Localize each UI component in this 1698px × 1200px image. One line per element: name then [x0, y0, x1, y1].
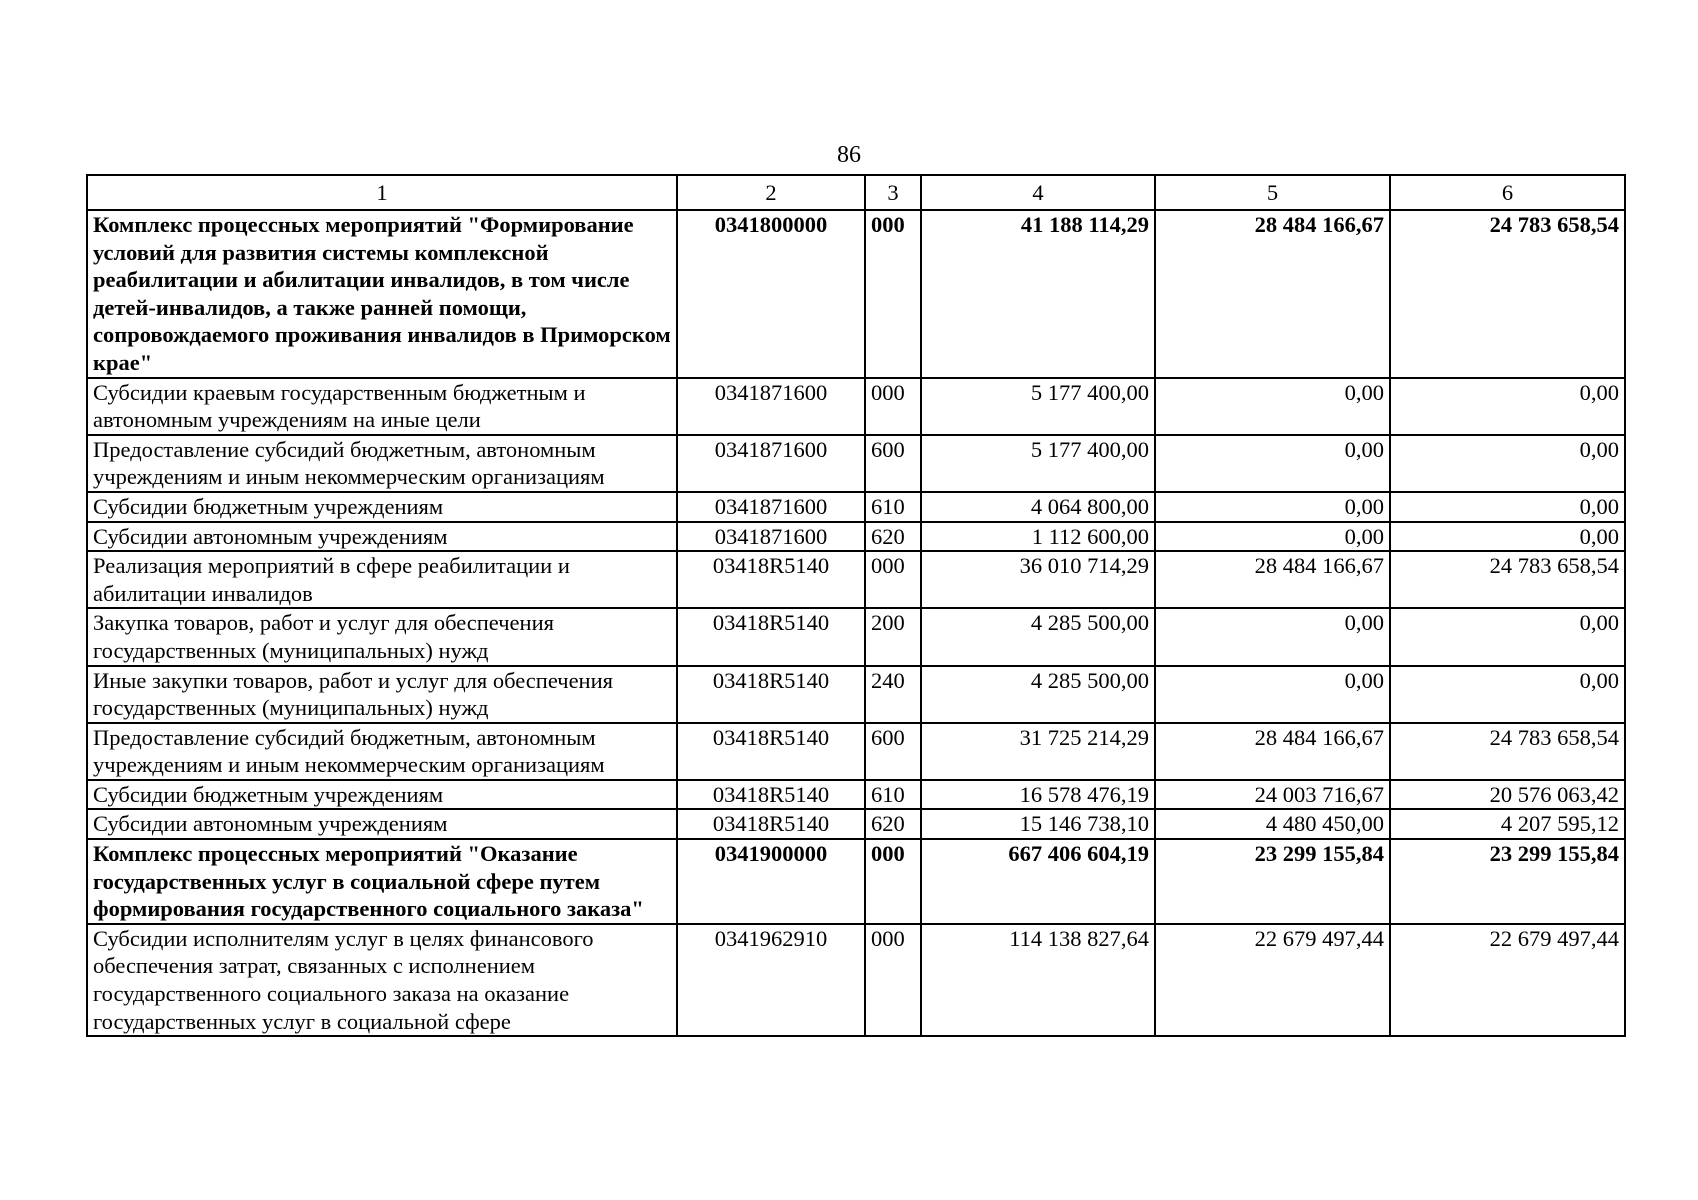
row-amount-col5: 0,00 [1155, 666, 1390, 723]
table-row [87, 666, 1625, 723]
budget-table [86, 174, 1626, 1037]
row-amount-col5: 0,00 [1155, 608, 1390, 665]
row-amount-col4: 667 406 604,19 [921, 839, 1155, 924]
table-row [87, 809, 1625, 839]
row-expense-type: 610 [865, 780, 921, 810]
row-expense-type: 000 [865, 210, 921, 378]
row-name: Комплекс процессных мероприятий "Формирование условий для развития системы комплексной реабилитации и абилитации инвалидов, в том числе детей-инвалидов, а также ранней помощи, сопровождаемого проживания инвалидов в Приморском крае" [87, 210, 677, 378]
table-row-group [87, 839, 1625, 924]
row-amount-col6: 24 783 658,54 [1390, 723, 1625, 780]
row-name: Субсидии бюджетным учреждениям [87, 780, 677, 810]
row-amount-col4: 1 112 600,00 [921, 522, 1155, 552]
row-code: 03418R5140 [677, 809, 865, 839]
row-amount-col5: 28 484 166,67 [1155, 210, 1390, 378]
row-expense-type: 240 [865, 666, 921, 723]
column-header-4: 4 [921, 175, 1155, 210]
row-code: 0341871600 [677, 522, 865, 552]
row-expense-type: 000 [865, 924, 921, 1036]
row-amount-col4: 41 188 114,29 [921, 210, 1155, 378]
row-expense-type: 600 [865, 723, 921, 780]
row-code: 0341871600 [677, 435, 865, 492]
row-amount-col5: 22 679 497,44 [1155, 924, 1390, 1036]
table-row [87, 378, 1625, 435]
table-row-group [87, 210, 1625, 378]
row-amount-col6: 23 299 155,84 [1390, 839, 1625, 924]
page-number: 86 [837, 142, 861, 168]
row-name: Субсидии краевым государственным бюджетным и автономным учреждениям на иные цели [87, 378, 677, 435]
row-amount-col6: 0,00 [1390, 666, 1625, 723]
row-name: Предоставление субсидий бюджетным, автономным учреждениям и иным некоммерческим организациям [87, 435, 677, 492]
row-code: 0341871600 [677, 378, 865, 435]
row-code: 03418R5140 [677, 780, 865, 810]
row-amount-col4: 15 146 738,10 [921, 809, 1155, 839]
row-expense-type: 620 [865, 522, 921, 552]
row-expense-type: 620 [865, 809, 921, 839]
row-name: Субсидии бюджетным учреждениям [87, 492, 677, 522]
row-name: Комплекс процессных мероприятий "Оказание государственных услуг в социальной сфере путем формирования государственного социального заказа" [87, 839, 677, 924]
column-header-3: 3 [865, 175, 921, 210]
row-amount-col4: 36 010 714,29 [921, 551, 1155, 608]
column-header-2: 2 [677, 175, 865, 210]
row-amount-col6: 0,00 [1390, 435, 1625, 492]
table-row [87, 522, 1625, 552]
row-amount-col6: 0,00 [1390, 378, 1625, 435]
row-expense-type: 200 [865, 608, 921, 665]
row-expense-type: 610 [865, 492, 921, 522]
column-header-5: 5 [1155, 175, 1390, 210]
row-code: 0341871600 [677, 492, 865, 522]
row-expense-type: 000 [865, 378, 921, 435]
row-code: 0341800000 [677, 210, 865, 378]
row-amount-col4: 114 138 827,64 [921, 924, 1155, 1036]
row-amount-col4: 4 285 500,00 [921, 608, 1155, 665]
row-amount-col6: 4 207 595,12 [1390, 809, 1625, 839]
row-expense-type: 000 [865, 551, 921, 608]
row-amount-col6: 0,00 [1390, 492, 1625, 522]
row-amount-col6: 24 783 658,54 [1390, 551, 1625, 608]
row-amount-col6: 24 783 658,54 [1390, 210, 1625, 378]
row-amount-col5: 23 299 155,84 [1155, 839, 1390, 924]
row-code: 03418R5140 [677, 666, 865, 723]
row-name: Субсидии исполнителям услуг в целях финансового обеспечения затрат, связанных с исполнением государственного социального заказа на оказание государственных услуг в социальной сфере [87, 924, 677, 1036]
row-amount-col4: 4 285 500,00 [921, 666, 1155, 723]
row-code: 0341962910 [677, 924, 865, 1036]
row-amount-col5: 24 003 716,67 [1155, 780, 1390, 810]
row-code: 03418R5140 [677, 551, 865, 608]
row-amount-col5: 4 480 450,00 [1155, 809, 1390, 839]
row-amount-col5: 28 484 166,67 [1155, 723, 1390, 780]
row-amount-col5: 0,00 [1155, 435, 1390, 492]
column-header-1: 1 [87, 175, 677, 210]
row-amount-col5: 0,00 [1155, 378, 1390, 435]
table-row [87, 492, 1625, 522]
row-amount-col6: 22 679 497,44 [1390, 924, 1625, 1036]
row-name: Иные закупки товаров, работ и услуг для обеспечения государственных (муниципальных) нужд [87, 666, 677, 723]
table-row [87, 551, 1625, 608]
row-amount-col5: 28 484 166,67 [1155, 551, 1390, 608]
table-row [87, 435, 1625, 492]
row-amount-col4: 16 578 476,19 [921, 780, 1155, 810]
row-name: Субсидии автономным учреждениям [87, 522, 677, 552]
row-code: 03418R5140 [677, 723, 865, 780]
row-amount-col6: 20 576 063,42 [1390, 780, 1625, 810]
row-amount-col6: 0,00 [1390, 608, 1625, 665]
row-amount-col4: 4 064 800,00 [921, 492, 1155, 522]
row-name: Закупка товаров, работ и услуг для обеспечения государственных (муниципальных) нужд [87, 608, 677, 665]
table-row [87, 723, 1625, 780]
row-name: Предоставление субсидий бюджетным, автономным учреждениям и иным некоммерческим организациям [87, 723, 677, 780]
row-code: 0341900000 [677, 839, 865, 924]
row-amount-col4: 5 177 400,00 [921, 378, 1155, 435]
row-amount-col4: 5 177 400,00 [921, 435, 1155, 492]
row-expense-type: 600 [865, 435, 921, 492]
row-amount-col6: 0,00 [1390, 522, 1625, 552]
row-name: Субсидии автономным учреждениям [87, 809, 677, 839]
row-expense-type: 000 [865, 839, 921, 924]
row-code: 03418R5140 [677, 608, 865, 665]
table-row [87, 780, 1625, 810]
row-amount-col5: 0,00 [1155, 492, 1390, 522]
row-amount-col5: 0,00 [1155, 522, 1390, 552]
header-row [87, 175, 1625, 210]
table-row [87, 924, 1625, 1036]
table-body [87, 210, 1625, 1036]
row-name: Реализация мероприятий в сфере реабилитации и абилитации инвалидов [87, 551, 677, 608]
row-amount-col4: 31 725 214,29 [921, 723, 1155, 780]
table-row [87, 608, 1625, 665]
column-header-6: 6 [1390, 175, 1625, 210]
